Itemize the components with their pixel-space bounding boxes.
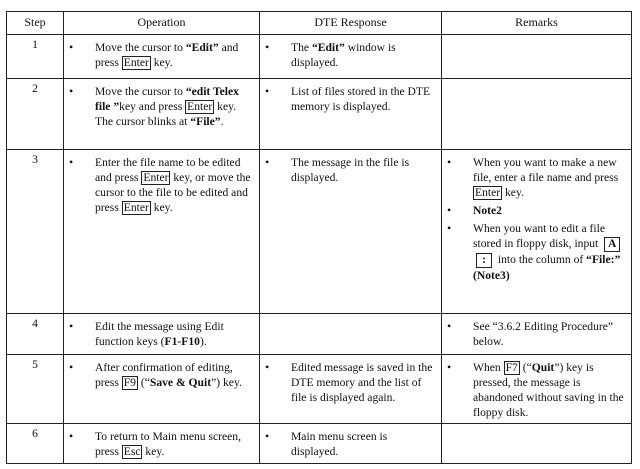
step-number: 3 — [7, 149, 64, 313]
list-item: • After confirmation of editing, press F9 (“Save & Quit”) key. — [68, 357, 255, 390]
f9-key: F9 — [123, 375, 136, 389]
remarks-cell — [442, 354, 632, 423]
operation-cell — [64, 34, 260, 78]
enter-key: Enter — [143, 170, 169, 184]
step-number: 6 — [7, 423, 64, 463]
header-remarks: Remarks — [442, 12, 632, 35]
key-colon-box: : — [476, 253, 492, 268]
header-dte-response: DTE Response — [260, 12, 442, 35]
table-row — [7, 78, 632, 149]
remarks-cell — [442, 78, 632, 149]
remarks-cell — [442, 313, 632, 354]
table-row — [7, 34, 632, 78]
dte-response-cell — [260, 149, 442, 313]
table-row — [7, 149, 632, 313]
dte-response-cell — [260, 313, 442, 354]
operation-cell — [64, 78, 260, 149]
dte-response-cell — [260, 34, 442, 78]
remarks-cell — [442, 423, 632, 463]
operation-cell — [64, 149, 260, 313]
enter-key: Enter — [475, 185, 501, 199]
key-a-box: A — [604, 237, 620, 252]
enter-key: Enter — [187, 99, 213, 113]
esc-key: Esc — [123, 445, 141, 459]
list-item: • Edit the message using Edit function keys (F1-F10). — [68, 316, 255, 349]
list-item: • Move the cursor to “edit Telex file ”key and press Enter key. The cursor blinks at “File”. — [68, 81, 255, 129]
operation-cell — [64, 354, 260, 423]
header-step: Step — [7, 12, 64, 35]
dte-response-cell — [260, 354, 442, 423]
step-number: 1 — [7, 34, 64, 78]
header-operation: Operation — [64, 12, 260, 35]
step-number: 5 — [7, 354, 64, 423]
dte-response-cell — [260, 423, 442, 463]
step-number: 2 — [7, 78, 64, 149]
list-item: • See “3.6.2 Editing Procedure” below. — [446, 316, 627, 349]
enter-key: Enter — [123, 200, 149, 214]
table-row — [7, 354, 632, 423]
operation-cell — [64, 313, 260, 354]
list-item: • Edited message is saved in the DTE memory and the list of file is displayed again. — [264, 357, 437, 405]
list-item: • The “Edit” window is displayed. — [264, 37, 437, 70]
f7-key: F7 — [505, 360, 518, 374]
header-row — [7, 12, 632, 35]
remarks-cell — [442, 34, 632, 78]
operation-cell — [64, 423, 260, 463]
list-item: • The message in the file is displayed. — [264, 152, 437, 185]
table-row — [7, 313, 632, 354]
list-item: • To return to Main menu screen, press Esc key. — [68, 426, 255, 459]
list-item: • List of files stored in the DTE memory is displayed. — [264, 81, 437, 114]
list-item: • When F7 (“Quit”) key is pressed, the message is abandoned without saving in the floppy disk. — [446, 357, 627, 420]
list-item: • Move the cursor to “Edit” and press Enter key. — [68, 37, 255, 70]
list-item: • Enter the file name to be edited and press Enter key, or move the cursor to the file to be edited and press Enter key. — [68, 152, 255, 215]
dte-response-cell — [260, 78, 442, 149]
step-number: 4 — [7, 313, 64, 354]
list-item: • Main menu screen is displayed. — [264, 426, 437, 459]
remarks-cell — [442, 149, 632, 313]
list-item: • When you want to make a new file, enter a file name and press Enter key. — [446, 152, 627, 200]
procedure-table — [6, 11, 632, 464]
table-row — [7, 423, 632, 463]
list-item: • When you want to edit a file stored in floppy disk, input A: into the column of “File:” (Note3) — [446, 218, 627, 283]
list-item: • Note2 — [446, 200, 627, 218]
enter-key: Enter — [123, 55, 149, 69]
